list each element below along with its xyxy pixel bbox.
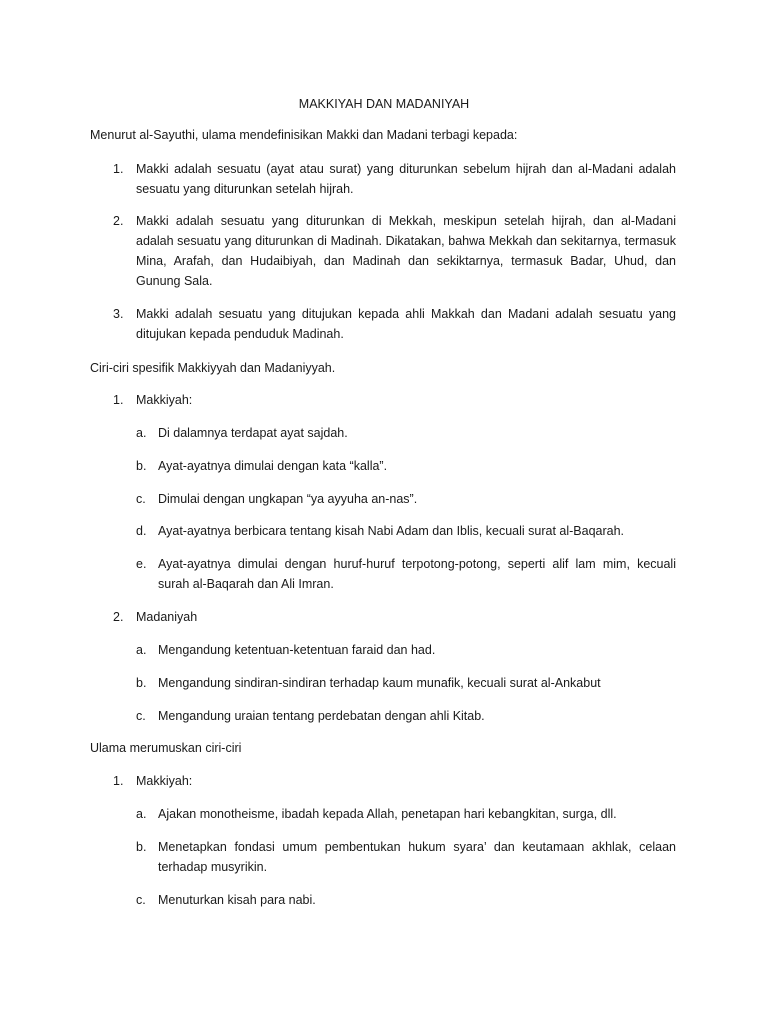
s2-madaniyah-c-text: Mengandung uraian tentang perdebatan dengan ahli Kitab. <box>158 709 485 723</box>
s2-madaniyah-a-text: Mengandung ketentuan-ketentuan faraid dan had. <box>158 643 436 657</box>
intro-paragraph: Menurut al-Sayuthi, ulama mendefinisikan Makki dan Madani terbagi kepada: <box>90 128 518 142</box>
definition-2-number: 2. <box>113 214 124 228</box>
s3-makkiyah-c-text: Menuturkan kisah para nabi. <box>158 893 316 907</box>
s2-makkiyah-d-letter: d. <box>136 524 147 538</box>
s2-makkiyah-e-line-2: surah al-Baqarah dan Ali Imran. <box>158 577 334 591</box>
s2-makkiyah-e-line-1: Ayat-ayatnya dimulai dengan huruf-huruf terpotong-potong, seperti alif lam mim, kecuali <box>158 557 676 571</box>
s2-madaniyah-c-letter: c. <box>136 709 146 723</box>
definition-3-number: 3. <box>113 307 124 321</box>
definition-2-line-4: Gunung Sala. <box>136 274 213 288</box>
s2-makkiyah-a-text: Di dalamnya terdapat ayat sajdah. <box>158 426 348 440</box>
section-3-heading: Ulama merumuskan ciri-ciri <box>90 741 242 755</box>
definition-2-line-2: adalah sesuatu yang diturunkan di Madinah. Dikatakan, bahwa Mekkah dan sekitarnya, termasuk <box>136 234 676 248</box>
s3-makkiyah-b-letter: b. <box>136 840 147 854</box>
s2-makkiyah-b-text: Ayat-ayatnya dimulai dengan kata “kalla”. <box>158 459 388 473</box>
s3-makkiyah-number: 1. <box>113 774 124 788</box>
s2-madaniyah-a-letter: a. <box>136 643 147 657</box>
s3-makkiyah-b-line-2: terhadap musyrikin. <box>158 860 268 874</box>
s2-makkiyah-number: 1. <box>113 393 124 407</box>
definition-2-line-1: Makki adalah sesuatu yang diturunkan di Mekkah, meskipun setelah hijrah, dan al-Madani <box>136 214 676 228</box>
section-2-heading: Ciri-ciri spesifik Makkiyyah dan Madaniyyah. <box>90 361 336 375</box>
definition-2-line-3: Mina, Arafah, dan Hudaibiyah, dan Madinah dan sekiktarnya, termasuk Badar, Uhud, dan <box>136 254 676 268</box>
s2-makkiyah-b-letter: b. <box>136 459 147 473</box>
s3-makkiyah-label: Makkiyah: <box>136 774 193 788</box>
s2-madaniyah-label: Madaniyah <box>136 610 198 624</box>
s2-makkiyah-a-letter: a. <box>136 426 147 440</box>
s2-madaniyah-number: 2. <box>113 610 124 624</box>
definition-1-number: 1. <box>113 162 124 176</box>
s3-makkiyah-c-letter: c. <box>136 893 146 907</box>
s2-makkiyah-e-letter: e. <box>136 557 147 571</box>
s3-makkiyah-a-letter: a. <box>136 807 147 821</box>
s2-makkiyah-label: Makkiyah: <box>136 393 193 407</box>
s2-makkiyah-d-text: Ayat-ayatnya berbicara tentang kisah Nabi Adam dan Iblis, kecuali surat al-Baqarah. <box>158 524 625 538</box>
definition-3-line-2: ditujukan kepada penduduk Madinah. <box>136 327 344 341</box>
definition-3-line-1: Makki adalah sesuatu yang ditujukan kepada ahli Makkah dan Madani adalah sesuatu yang <box>136 307 676 321</box>
s3-makkiyah-a-text: Ajakan monotheisme, ibadah kepada Allah, penetapan hari kebangkitan, surga, dll. <box>158 807 617 821</box>
s3-makkiyah-b-line-1: Menetapkan fondasi umum pembentukan hukum syara’ dan keutamaan akhlak, celaan <box>158 840 676 854</box>
definition-1-line-2: sesuatu yang diturunkan setelah hijrah. <box>136 182 354 196</box>
s2-makkiyah-c-text: Dimulai dengan ungkapan “ya ayyuha an-nas”. <box>158 492 418 506</box>
s2-madaniyah-b-text: Mengandung sindiran-sindiran terhadap kaum munafik, kecuali surat al-Ankabut <box>158 676 601 690</box>
definition-1-line-1: Makki adalah sesuatu (ayat atau surat) yang diturunkan sebelum hijrah dan al-Madani adalah <box>136 162 676 176</box>
s2-makkiyah-c-letter: c. <box>136 492 146 506</box>
page-title: MAKKIYAH DAN MADANIYAH <box>298 97 470 111</box>
s2-madaniyah-b-letter: b. <box>136 676 147 690</box>
